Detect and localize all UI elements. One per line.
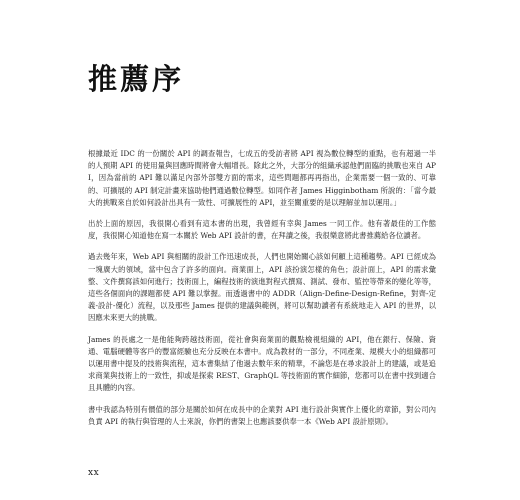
paragraph: 根據最近 IDC 的一份關於 API 的調查報告，七成五的受訪者將 API 視為數位轉型的重點，也有超過一半的人預期 API 的使用量與回應時間將會大幅增長。除此之外，大部分的組織承認他們面臨的挑戰也來自 API，因為當前的 API 難以滿足內部外部雙方面的需求，這些問題都再再指出，企業需要一個一致的、可靠的、可擴展的 API 制定計畫來協助他們通過數位轉型。如同作者 James Higginbotham 所說的：「當今最大的挑戰來自於如何設計出具有一致性、可擴展性的 API，並至關重要的是以理解並加以運用。」: [88, 149, 436, 207]
body-text: [88, 148, 436, 437]
page-title: 推薦序: [88, 62, 185, 96]
page-number: xx: [88, 468, 100, 478]
paragraph: 過去幾年來，Web API 與相關的設計工作迅速成長，人們也開始關心該如何顧上這種趨勢。API 已經成為一塊廣大的領域，當中包含了許多的面向。商業面上，API 該扮演怎樣的角色；設計面上，API 的需求彙整、文件撰寫該如何進行；技術面上，編程技術的演進對程式撰寫、測試、發布、監控等帶來的變化等等，這些各個面向的課題都使 API 難以掌握。而透過書中的 ADDR（Align-Define-Design-Refine，對齊-定義-設計-優化）流程，以及那些 James 提供的建議與範例，將可以幫助讀者有系統地走入 API 的世界，以因應未來更大的挑戰。: [88, 252, 436, 323]
paragraph: James 的長處之一是他能夠跨越技術面，從社會與商業面的觀點檢視組織的 API，他在銀行、保險、資通、電腦硬體等客戶的豐富經驗也充分反映在本書中。成為教材的一部分，不同產業、規模大小的組織都可以運用書中提及的技術與流程，這本書集結了他過去數年來的精華，不論您是在尋求設計上的建議，或是追求商業與技術上的一致性，抑或是探索 REST、GraphQL 等技術面的實作細節，您都可以在書中找到適合且具體的內容。: [88, 334, 436, 393]
paragraph: 書中我認為特別有價值的部分是關於如何在成長中的企業對 API 進行設計與實作上優化的章節，對公司內負責 API 的執行與管理的人士來說，你們的書架上也應該要供奉一本《Web API 設計原則》。: [88, 404, 436, 426]
paragraph: 出於上面的原因，我很開心看到有這本書的出現，我曾經有幸與 James 一同工作。他有著最佳的工作態度，我很開心知道他在寫一本關於 Web API 設計的書，在拜讀之後，我很樂意將此書推薦給各位讀者。: [88, 219, 436, 241]
